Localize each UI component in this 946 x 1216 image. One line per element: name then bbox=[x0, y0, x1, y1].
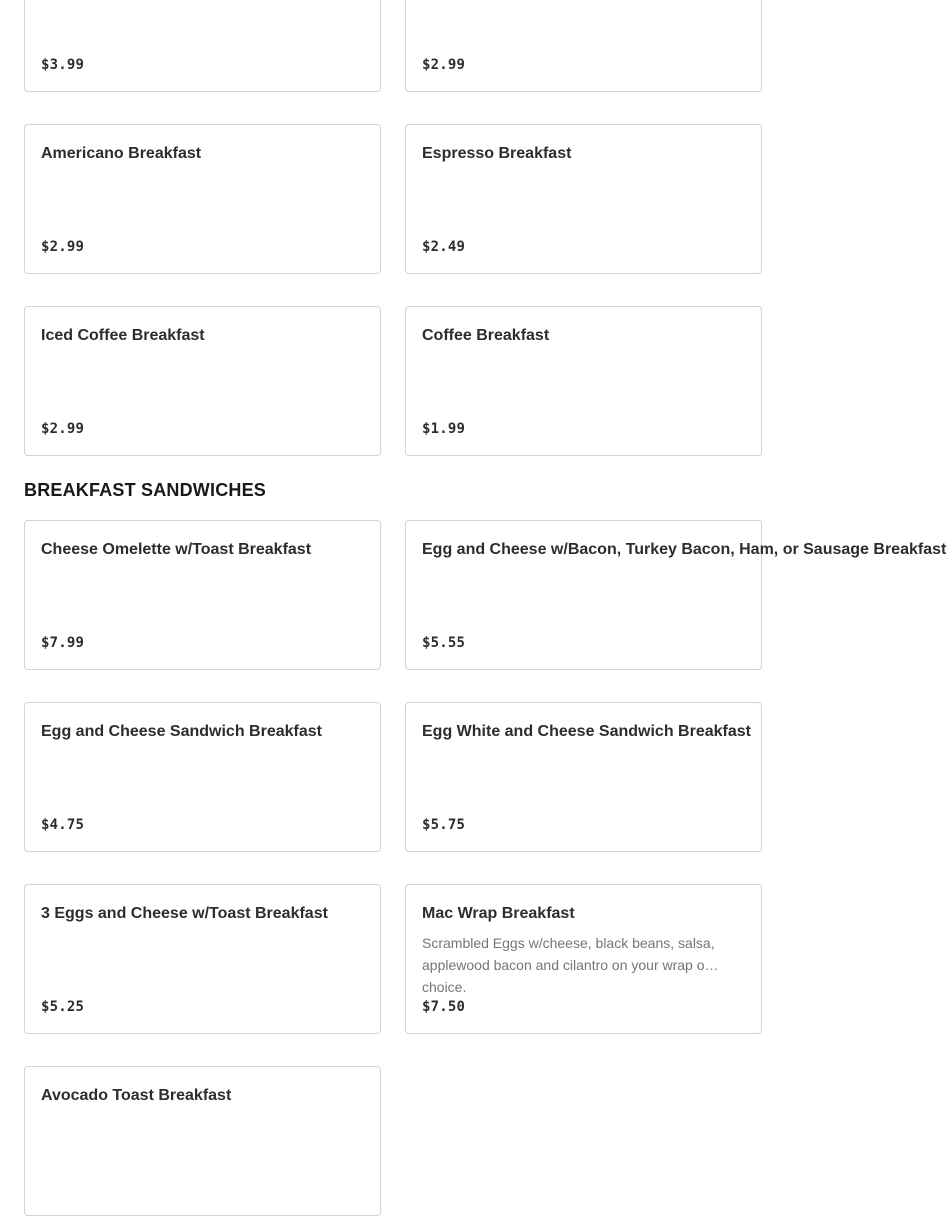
menu-item-price: $2.99 bbox=[41, 239, 85, 255]
menu-item-card[interactable] bbox=[24, 520, 381, 670]
menu-item-name: Cheese Omelette w/Toast Breakfast bbox=[41, 541, 312, 558]
section-title: BREAKFAST SANDWICHES bbox=[24, 480, 267, 500]
menu-item-card[interactable] bbox=[24, 124, 381, 274]
menu-item-card[interactable] bbox=[24, 1066, 381, 1216]
menu-item-card[interactable] bbox=[405, 124, 762, 274]
menu-item-card[interactable] bbox=[405, 0, 762, 92]
menu-item-name: Avocado Toast Breakfast bbox=[41, 1087, 232, 1104]
menu-item-price: $4.75 bbox=[41, 817, 85, 833]
menu-item-price: $5.55 bbox=[422, 635, 466, 651]
menu-item-card[interactable] bbox=[24, 702, 381, 852]
menu-item-card[interactable] bbox=[405, 520, 946, 670]
menu-item-price: $5.25 bbox=[41, 999, 85, 1015]
menu-item-card[interactable] bbox=[405, 306, 762, 456]
menu-item-card[interactable] bbox=[405, 884, 762, 1034]
menu-item-price: $7.50 bbox=[422, 999, 466, 1015]
menu-item-name: Iced Coffee Breakfast bbox=[41, 327, 205, 344]
menu-item-price: $7.99 bbox=[41, 635, 85, 651]
menu-item-price: $5.75 bbox=[422, 817, 466, 833]
menu-item-name: Espresso Breakfast bbox=[422, 145, 572, 162]
menu-item-card[interactable] bbox=[405, 702, 762, 852]
menu-item-name: Egg and Cheese Sandwich Breakfast bbox=[41, 723, 322, 740]
menu-item-name: Americano Breakfast bbox=[41, 145, 202, 162]
menu-item-name: Mac Wrap Breakfast bbox=[422, 905, 575, 922]
menu-item-price: $2.49 bbox=[422, 239, 466, 255]
menu-item-name: Egg White and Cheese Sandwich Breakfast bbox=[422, 723, 751, 740]
menu-item-price: $2.99 bbox=[422, 57, 466, 73]
menu-item-card[interactable] bbox=[24, 0, 381, 92]
menu-item-name: 3 Eggs and Cheese w/Toast Breakfast bbox=[41, 905, 328, 922]
menu-item-card[interactable] bbox=[24, 884, 381, 1034]
menu-item-price: $2.99 bbox=[41, 421, 85, 437]
menu-item-price: $3.99 bbox=[41, 57, 85, 73]
menu-item-card[interactable] bbox=[24, 306, 381, 456]
menu-item-name: Coffee Breakfast bbox=[422, 327, 550, 344]
menu-item-name: Egg and Cheese w/Bacon, Turkey Bacon, Ham, or Sausage Breakfast bbox=[422, 541, 946, 558]
menu-item-price: $1.99 bbox=[422, 421, 466, 437]
menu-item-description: Scrambled Eggs w/cheese, black beans, salsa, applewood bacon and cilantro on your wrap of choice. bbox=[422, 935, 715, 995]
